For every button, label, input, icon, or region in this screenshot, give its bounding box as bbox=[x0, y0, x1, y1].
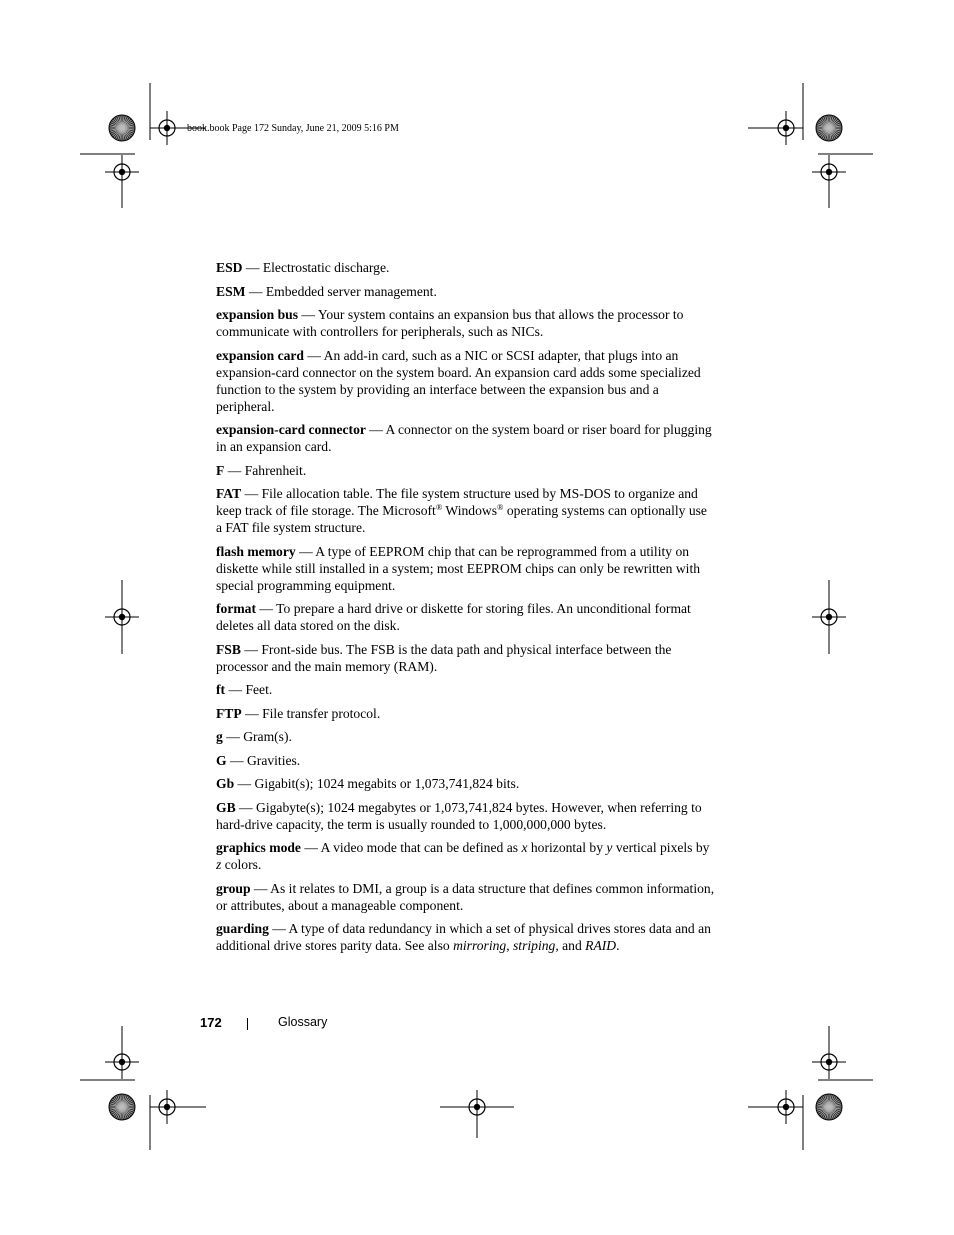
glossary-term: graphics mode bbox=[216, 840, 301, 855]
definition-text: , and bbox=[555, 938, 586, 953]
glossary-entry bbox=[216, 283, 716, 300]
definition-italic-term: striping bbox=[513, 938, 556, 953]
definition-text: — File allocation table. The file system structure used by MS-DOS to organize and keep track of file storage. The Microsoft bbox=[216, 486, 698, 518]
glossary-entry bbox=[216, 259, 716, 276]
definition-text: — Front-side bus. The FSB is the data path and physical interface between the processor and the main memory (RAM). bbox=[216, 641, 672, 674]
glossary-entry bbox=[216, 485, 716, 536]
glossary-entry bbox=[216, 839, 716, 873]
glossary-entry bbox=[216, 681, 716, 698]
glossary-entry bbox=[216, 775, 716, 792]
definition-italic-term: RAID bbox=[585, 938, 617, 953]
definition-text: — Your system contains an expansion bus that allows the processor to communicate with controllers for peripherals, such as NICs. bbox=[216, 307, 684, 339]
glossary-term: group bbox=[216, 880, 251, 896]
definition-text: — A connector on the system board or riser board for plugging in an expansion card. bbox=[216, 422, 712, 454]
glossary-entry bbox=[216, 421, 716, 455]
definition-text: — File transfer protocol. bbox=[241, 705, 381, 721]
definition-text: colors. bbox=[221, 857, 262, 872]
glossary-entries bbox=[216, 259, 716, 961]
glossary-entry bbox=[216, 306, 716, 340]
definition-text: — Gigabyte(s); 1024 megabytes or 1,073,741,824 bytes. However, when referring to hard-drive capacity, the term is usually rounded to 1,000,000,000 bytes. bbox=[216, 799, 702, 832]
glossary-term: G bbox=[216, 752, 227, 768]
glossary-term: GB bbox=[216, 799, 236, 815]
footer-section-title: Glossary bbox=[278, 1015, 328, 1029]
glossary-term: format bbox=[216, 601, 257, 616]
glossary-entry bbox=[216, 728, 716, 745]
definition-text: — Feet. bbox=[225, 682, 273, 697]
definition-text: — Gram(s). bbox=[222, 729, 292, 744]
glossary-entry bbox=[216, 880, 716, 914]
glossary-entry bbox=[216, 462, 716, 479]
glossary-term: expansion bus bbox=[216, 307, 298, 322]
glossary-term: FSB bbox=[216, 641, 241, 657]
glossary-term: Gb bbox=[216, 776, 235, 791]
glossary-term: FTP bbox=[216, 705, 242, 721]
glossary-term: expansion-card connector bbox=[216, 422, 366, 437]
definition-text: , bbox=[506, 938, 514, 953]
glossary-term: guarding bbox=[216, 921, 269, 936]
glossary-term: FAT bbox=[216, 486, 242, 501]
definition-text: — A video mode that can be defined as bbox=[300, 840, 522, 855]
glossary-entry bbox=[216, 752, 716, 769]
definition-text: — To prepare a hard drive or diskette for storing files. An unconditional format deletes all data stored on the disk. bbox=[216, 601, 691, 633]
definition-italic-term: mirroring bbox=[453, 938, 507, 953]
glossary-entry bbox=[216, 347, 716, 415]
glossary-entry bbox=[216, 705, 716, 722]
definition-text: — Electrostatic discharge. bbox=[242, 260, 390, 275]
glossary-entry bbox=[216, 799, 716, 833]
glossary-entry bbox=[216, 920, 716, 954]
glossary-entry bbox=[216, 641, 716, 675]
registered-mark: ® bbox=[435, 502, 443, 512]
glossary-term: expansion card bbox=[216, 347, 304, 363]
registered-mark: ® bbox=[497, 502, 504, 512]
definition-text: — Fahrenheit. bbox=[224, 462, 307, 478]
glossary-entry bbox=[216, 543, 716, 594]
glossary-term: ft bbox=[216, 682, 226, 697]
footer-separator bbox=[247, 1018, 248, 1030]
glossary-term: ESM bbox=[216, 283, 246, 299]
glossary-term: ESD bbox=[216, 260, 243, 275]
definition-text: — A type of data redundancy in which a set of physical drives stores data and an additional drive stores parity data. See also bbox=[216, 921, 711, 953]
definition-text: — Gigabit(s); 1024 megabits or 1,073,741,824 bits. bbox=[234, 776, 520, 791]
definition-text: . bbox=[616, 938, 620, 953]
definition-italic-term: y bbox=[606, 840, 613, 855]
definition-text: Windows bbox=[442, 503, 497, 518]
definition-text: — A type of EEPROM chip that can be reprogrammed from a utility on diskette while still installed in a system; most EEPROM chips can only be rewritten with special programming equipment. bbox=[216, 543, 701, 593]
definition-italic-term: x bbox=[521, 840, 528, 855]
glossary-entry bbox=[216, 600, 716, 634]
glossary-term: flash memory bbox=[216, 543, 296, 559]
definition-text: vertical pixels by bbox=[612, 840, 710, 855]
definition-text: — Gravities. bbox=[226, 752, 301, 768]
definition-text: — Embedded server management. bbox=[245, 283, 437, 299]
definition-italic-term: z bbox=[216, 857, 222, 872]
glossary-term: g bbox=[216, 729, 223, 744]
print-header: book.book Page 172 Sunday, June 21, 2009 5:16 PM bbox=[187, 123, 399, 134]
definition-text: operating systems can optionally use a FAT file system structure. bbox=[216, 503, 707, 535]
page-number: 172 bbox=[200, 1015, 222, 1030]
glossary-term: F bbox=[216, 462, 225, 478]
definition-text: — As it relates to DMI, a group is a data structure that defines common information, or attributes, about a manageable component. bbox=[216, 880, 715, 913]
definition-text: horizontal by bbox=[527, 840, 607, 855]
definition-text: — An add-in card, such as a NIC or SCSI adapter, that plugs into an expansion-card connector on the system board. An expansion card adds some specialized function to the system by providing an interface between the expansion bus and a peripheral. bbox=[216, 347, 701, 414]
